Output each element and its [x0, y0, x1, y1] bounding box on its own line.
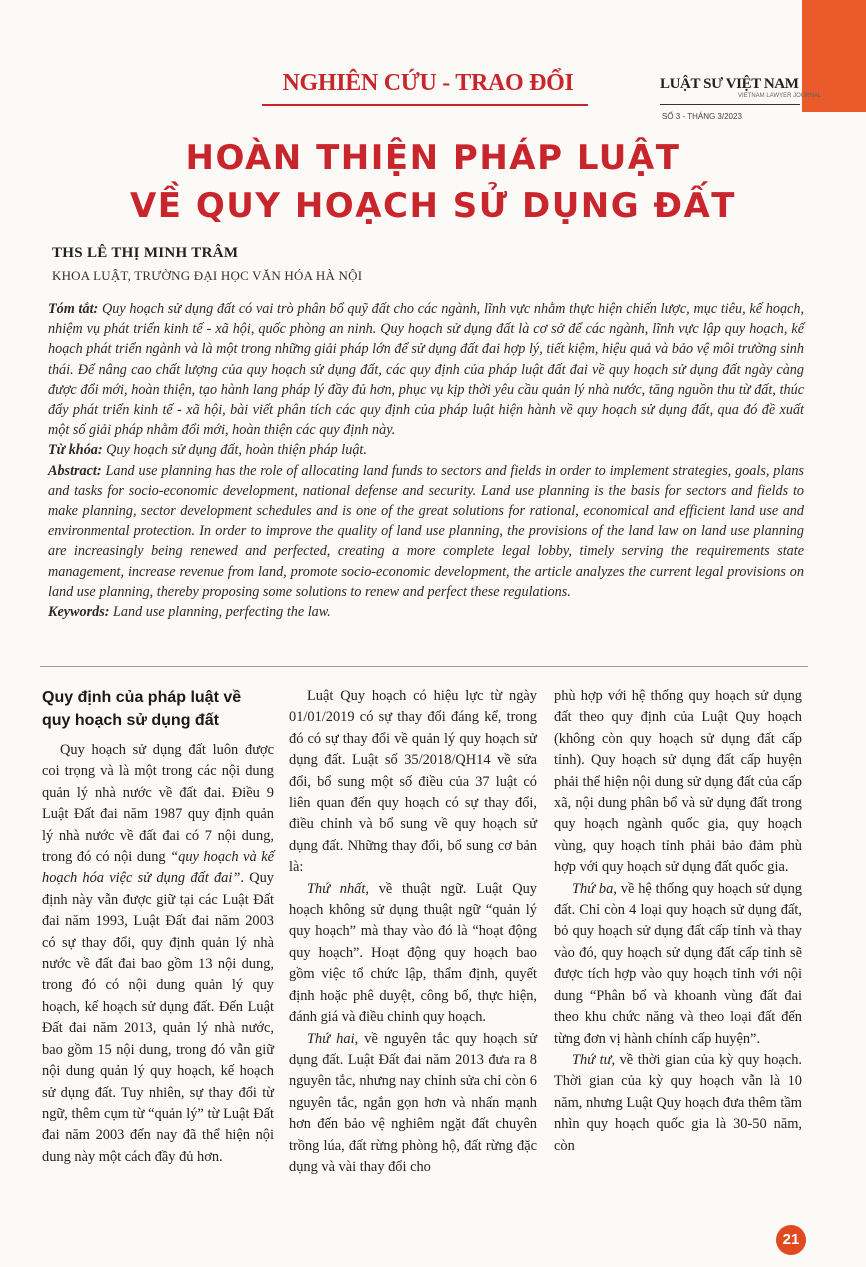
- column-3-lead-2: Thứ ba: [572, 880, 614, 897]
- abstract-divider: [40, 666, 808, 667]
- abstract-vi-label: Tóm tắt:: [48, 301, 99, 317]
- abstract-vi: [48, 299, 804, 440]
- keywords-vi: [48, 440, 804, 460]
- column-3-lead-3: Thứ tư: [572, 1051, 612, 1068]
- author-affiliation: KHOA LUẬT, TRƯỜNG ĐẠI HỌC VĂN HÓA HÀ NỘI: [52, 268, 363, 283]
- article-title-line-1: HOÀN THIỆN PHÁP LUẬT: [185, 138, 681, 178]
- column-3-paragraph-1: phù hợp với hệ thống quy hoạch sử dụng đất theo quy định của Luật Quy hoạch (không còn quy hoạch sử dụng đất cấp tỉnh). Quy hoạch sử dụng đất cấp huyện phải thể hiện nội dung sử dụng đất của cấp xã, nội dung phân bổ và sử dụng đất trong quy hoạch ngành quốc gia, quy hoạch vùng, quy hoạch tỉnh phải bảo đảm phù hợp với quy hoạch sử dụng đất quốc gia.: [554, 688, 802, 876]
- column-1-quote: “quy hoạch và kế hoạch hóa việc sử dụng đất đai”: [42, 849, 274, 887]
- column-1-paragraph: [42, 740, 274, 1168]
- keywords-vi-text: Quy hoạch sử dụng đất, hoàn thiện pháp luật.: [102, 442, 367, 459]
- column-3-text-2: , về hệ thống quy hoạch sử dụng đất. Chỉ còn 4 loại quy hoạch sử dụng đất, bỏ quy hoạch sử dụng đất cấp tỉnh và thay vào đó, quy hoạch sử dụng đất cấp tỉnh sẽ được tích hợp vào quy hoạch tỉnh với nội dung “Phân bổ và khoanh vùng đất đai theo khu chức năng và theo loại đất đến từng đơn vị hành chính cấp huyện”.: [554, 880, 802, 1047]
- abstract-block: [48, 299, 804, 622]
- column-3-paragraph-2: [554, 879, 802, 1050]
- body-column-2: [289, 686, 537, 1178]
- column-2-text-2: , về thuật ngữ. Luật Quy hoạch không sử dụng thuật ngữ “quản lý quy hoạch” mà thay vào đó là “hoạt động quy hoạch”. Hoạt động quy hoạch bao gồm việc tổ chức lập, thẩm định, quyết định hoặc phê duyệt, công bố, thực hiện, đánh giá và điều chỉnh quy hoạch.: [289, 880, 538, 1026]
- column-2-paragraph-2: [289, 879, 537, 1029]
- column-2-text-3: , về nguyên tắc quy hoạch sử dụng đất. Luật Đất đai năm 2013 đưa ra 8 nguyên tắc, nhưng nay chỉnh sửa chỉ còn 6 nguyên tắc, ngắn gọn hơn và nhấn mạnh hơn đến bảo vệ nghiêm ngặt đất chuyên trồng lúa, đất rừng phòng hộ, đất rừng đặc dụng và vài thay đổi cho: [289, 1030, 538, 1175]
- keywords-en-label: Keywords:: [48, 604, 110, 621]
- column-3-paragraph-3: [554, 1050, 802, 1157]
- header-rule: [262, 104, 588, 106]
- section-heading: Quy định của pháp luật về quy hoạch sử dụng đất: [42, 689, 242, 729]
- body-column-1: [42, 686, 274, 1168]
- page-number-badge: 21: [776, 1225, 806, 1255]
- keywords-en: [48, 602, 804, 622]
- keywords-vi-label: Từ khóa:: [48, 442, 103, 459]
- column-2-lead-3: Thứ hai: [307, 1030, 355, 1047]
- abstract-en-label: Abstract:: [48, 462, 102, 479]
- column-2-paragraph-3: [289, 1029, 537, 1179]
- author-name: THS LÊ THỊ MINH TRÂM: [52, 245, 239, 261]
- magazine-subtitle: VIETNAM LAWYER JOURNAL: [738, 93, 822, 99]
- section-label: NGHIÊN CỨU - TRAO ĐỔI: [282, 70, 574, 96]
- abstract-vi-text: Quy hoạch sử dụng đất có vai trò phân bổ quỹ đất cho các ngành, lĩnh vực nhằm thực hiện chiến lược, mục tiêu, kế hoạch, nhiệm vụ phát triển kinh tế - xã hội, quốc phòng an ninh. Quy hoạch sử dụng đất là cơ sở để các ngành, lĩnh vực lập quy hoạch, kế hoạch phát triển ngành và là một trong những giải pháp lớn để sử dụng đất đai hợp lý, tiết kiệm, hiệu quả và bảo vệ môi trường sinh thái. Để nâng cao chất lượng của quy hoạch sử dụng đất, các quy định của pháp luật đất đai về quy hoạch sử dụng đất ngày càng được đổi mới, hoàn thiện, tạo hành lang pháp lý đầy đủ hơn, phục vụ kịp thời yêu cầu quản lý nhà nước, tăng nguồn thu từ đất, thúc đẩy phát triển kinh tế - xã hội, bài viết phân tích các quy định của pháp luật hiện hành về quy hoạch sử dụng đất, qua đó đề xuất một số giải pháp nhằm đổi mới, hoàn thiện các quy định này.: [48, 301, 804, 439]
- column-2-paragraph-1: Luật Quy hoạch có hiệu lực từ ngày 01/01/2019 có sự thay đổi đáng kể, trong đó có sự thay đổi về quản lý quy hoạch sử dụng đất. Luật số 35/2018/QH14 về sửa đổi, bổ sung một số điều của 37 luật có liên quan đến quy hoạch có sự thay đổi, điều chỉnh và bổ sung về quy hoạch sử dụng đất. Những thay đổi, bổ sung cơ bản là:: [289, 688, 537, 876]
- keywords-en-text: Land use planning, perfecting the law.: [109, 604, 331, 621]
- column-1-text-a: Quy hoạch sử dụng đất luôn được coi trọng và là một trong các nội dung quản lý nhà nước về đất đai. Điều 9 Luật Đất đai năm 1987 quy định quản lý nhà nước về đất đai có 7 nội dung, trong đó có nội dung: [42, 742, 274, 866]
- body-column-3: [554, 686, 802, 1157]
- issue-label: SỐ 3 - THÁNG 3/2023: [662, 112, 742, 121]
- abstract-en: [48, 461, 804, 602]
- column-2-lead-2: Thứ nhất: [307, 880, 366, 897]
- column-1-text-b: . Quy định này vẫn được giữ tại các Luật Đất đai năm 1993, Luật Đất đai năm 2003 có sự thay đổi, quy định quản lý nhà nước về đất đai bao gồm 13 nội dung, trong đó có nội dung quản lý quy hoạch, kế hoạch sử dụng đất. Đến Luật Đất đai năm 2013, quản lý nhà nước, bao gồm 15 nội dung, trong đó vẫn giữ nội dung quản lý quy hoạch, kế hoạch sử dụng đất. Tuy nhiên, sự thay đổi từ ngữ, thêm cụm từ “quản lý” từ Luật Đất đai năm 2003 đến nay đã thể hiện nội dung này một cách đầy đủ hơn.: [42, 870, 274, 1165]
- magazine-name: LUẬT SƯ VIỆT NAM: [660, 76, 799, 92]
- magazine-rule: [660, 104, 800, 105]
- column-3-text-3: , về thời gian của kỳ quy hoạch. Thời gian của kỳ quy hoạch vẫn là 10 năm, nhưng Luật Quy hoạch đưa thêm tầm nhìn quy hoạch quốc gia là 30-50 năm, còn: [554, 1051, 802, 1154]
- article-title-line-2: VỀ QUY HOẠCH SỬ DỤNG ĐẤT: [129, 186, 736, 226]
- abstract-en-text: Land use planning has the role of allocating land funds to sectors and fields in order to implement strategies, goals, plans and tasks for socio-economic development, national defense and security. Land use planning is the basis for sectors and fields to make planning, sector development schedules and is one of the great solutions for rational, economical and efficient land use and environmental protection. In order to improve the quality of land use planning, the provisions of the land law on land use planning are increasingly being renewed and perfected, creating a more complete legal lobby, timely serving the requirements state management, increase revenue from land, promote socio-economic development, the article analyzes the current legal provisions on land use planning, thereby proposing some solutions to renew and perfect these regulations.: [48, 462, 804, 600]
